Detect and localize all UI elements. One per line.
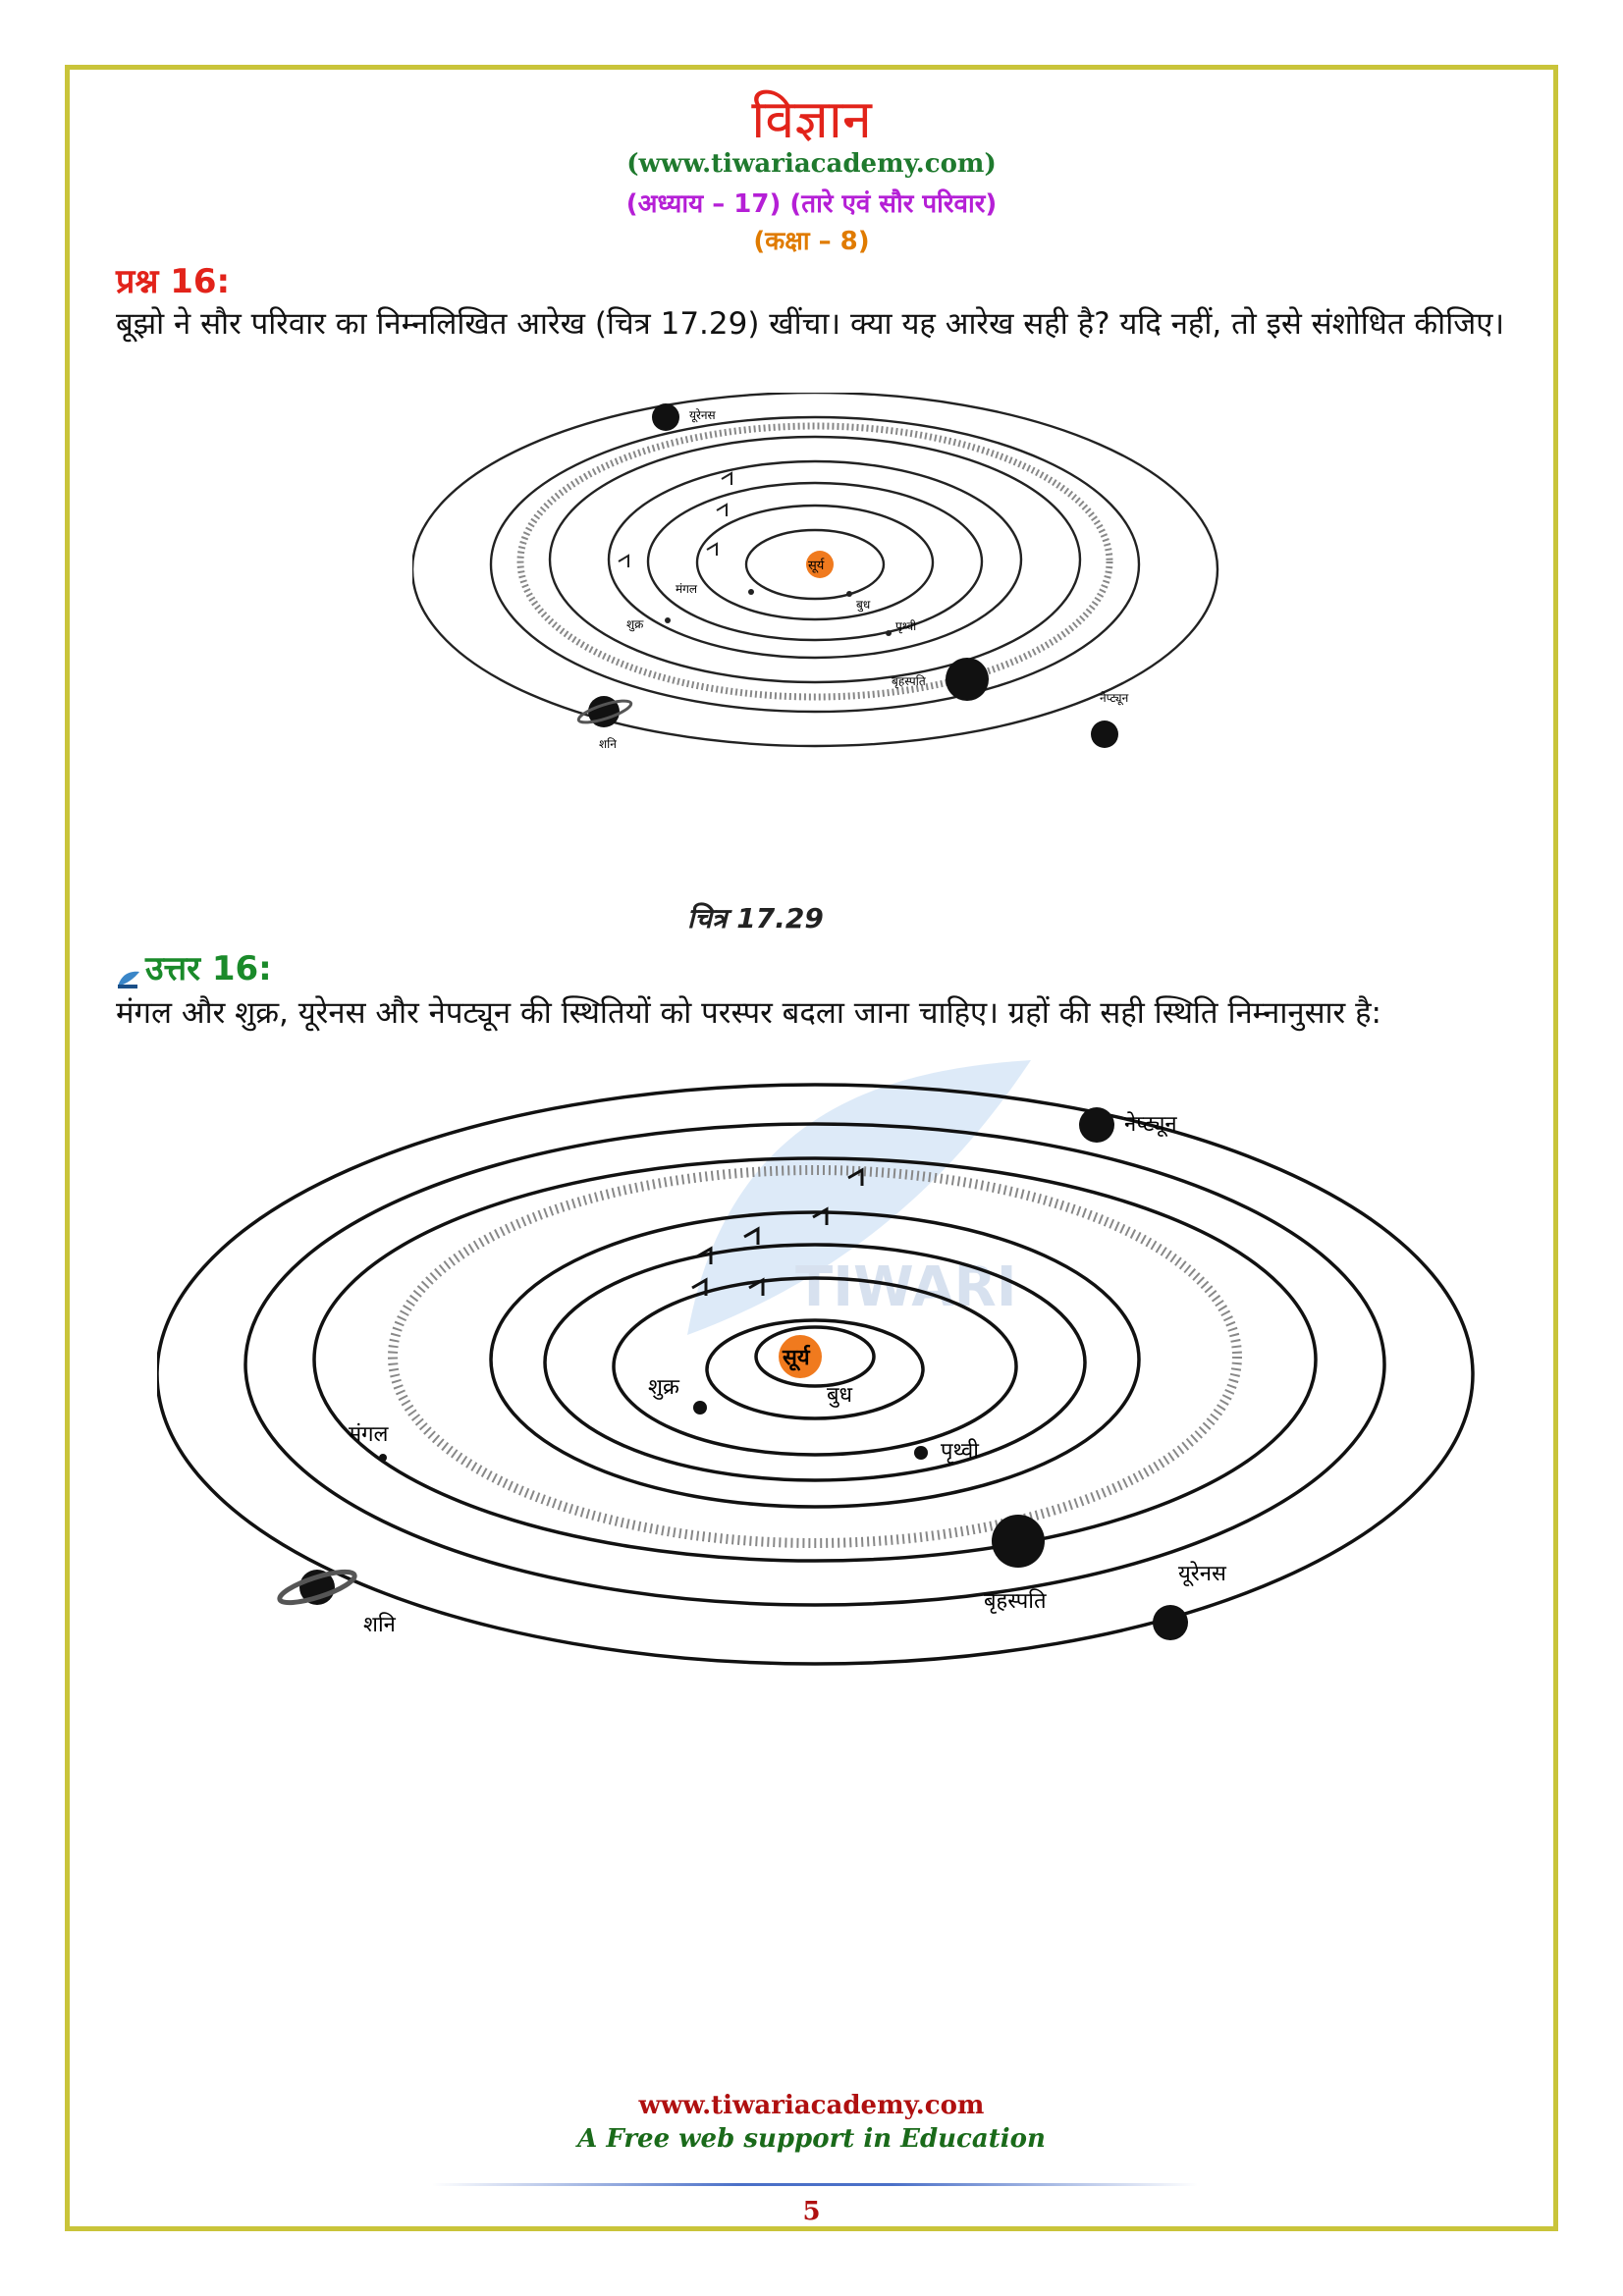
- figure-17-29: [412, 393, 1227, 883]
- sun-label-1: सूर्य: [808, 559, 825, 573]
- answer-label: [116, 944, 272, 989]
- shani-label-1: शनि: [599, 737, 617, 751]
- answer-text: मंगल और शुक्र, यूरेनस और नेपट्यून की स्थितियों को परस्पर बदला जाना चाहिए। ग्रहों की सही स्थिति निम्नानुसार है:: [116, 995, 1381, 1031]
- answer-label-text: उत्तर 16:: [145, 949, 272, 988]
- brihaspati-label-1: बृहस्पति: [892, 674, 926, 688]
- academy-logo-icon: [116, 960, 141, 982]
- brihaspati-label-2: बृहस्पति: [984, 1589, 1047, 1614]
- neptune-label-1: नेप्ट्यून: [1100, 691, 1129, 705]
- page-number: 5: [802, 2197, 821, 2226]
- prithvi-label-1: पृथ्वी: [895, 619, 917, 633]
- page-title: विज्ञान: [751, 88, 872, 150]
- shukra-label-1: शुक्र: [626, 617, 644, 631]
- uranus-label-1: यूरेनस: [689, 408, 716, 422]
- footer-tagline: A Free web support in Education: [577, 2124, 1046, 2154]
- budh-label-2: बुध: [827, 1383, 853, 1408]
- question-text: बूझो ने सौर परिवार का निम्नलिखित आरेख (चित्र 17.29) खींचा। क्या यह आरेख सही है? यदि नहीं, तो इसे संशोधित कीजिए।: [116, 306, 1505, 342]
- neptune-label-2: नेप्ट्यून: [1124, 1112, 1177, 1137]
- prithvi-label-2: पृथ्वी: [941, 1439, 979, 1464]
- sun-label-2: सूर्य: [783, 1346, 810, 1370]
- footer-site: www.tiwariacademy.com: [638, 2091, 985, 2120]
- figure-caption: चित्र 17.29: [687, 902, 824, 934]
- shani-label-2: शनि: [363, 1613, 396, 1637]
- footer-divider: [432, 2183, 1198, 2186]
- header-site: (www.tiwariacademy.com): [626, 149, 997, 179]
- uranus-label-2: यूरेनस: [1178, 1562, 1226, 1586]
- mangal-label-1: मंगल: [676, 582, 698, 596]
- class-label: (कक्षा – 8): [753, 227, 870, 256]
- question-label: प्रश्न 16:: [116, 262, 231, 301]
- budh-label-1: बुध: [856, 598, 871, 612]
- chapter-heading: (अध्याय – 17) (तारे एवं सौर परिवार): [625, 189, 998, 219]
- watermark-text: TIWARI: [795, 1255, 1017, 1319]
- shukra-label-2: शुक्र: [648, 1375, 679, 1400]
- corrected-solar-system-diagram: [157, 1080, 1512, 1767]
- mangal-label-2: मंगल: [349, 1422, 389, 1447]
